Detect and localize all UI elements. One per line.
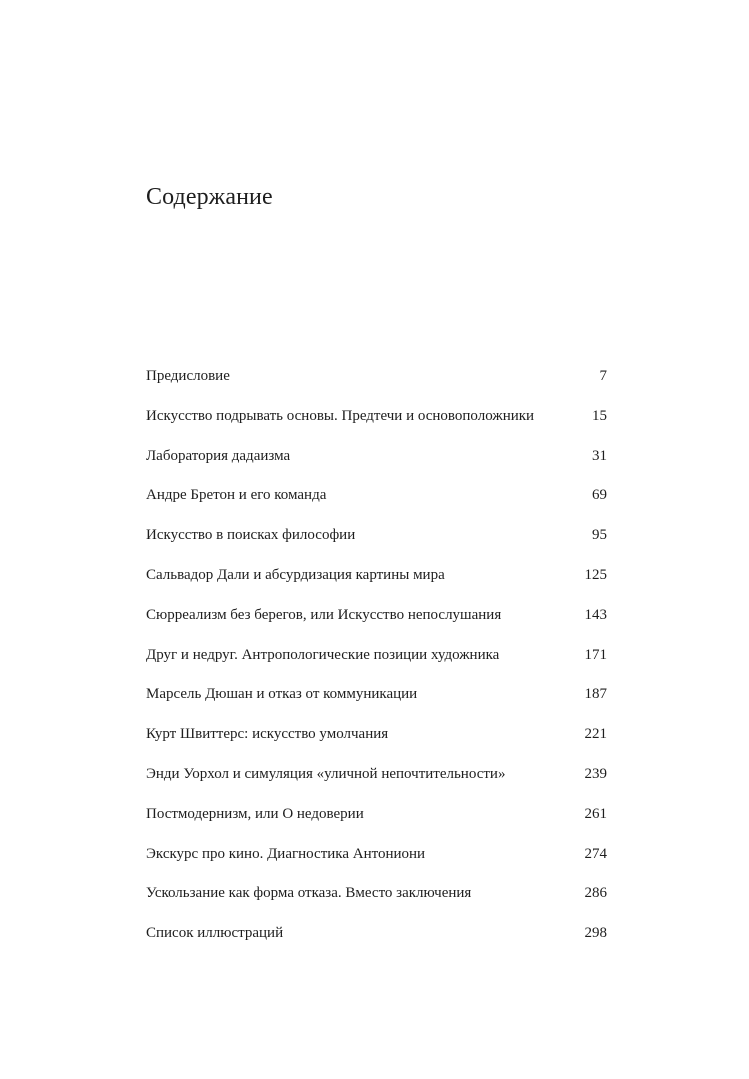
toc-entry-title: Курт Швиттерс: искусство умолчания: [146, 726, 389, 743]
toc-entry-page: 187: [584, 686, 607, 703]
toc-entry-title: Предисловие: [146, 368, 230, 384]
toc-entry-page: 125: [584, 566, 607, 583]
toc-entry: [146, 524, 607, 564]
toc-entry-title: Сюрреализм без берегов, или Искусство непослушания: [146, 606, 502, 623]
toc-entry-page: 95: [592, 527, 607, 544]
toc-entry-page: 274: [584, 845, 607, 862]
toc-entry: [146, 882, 607, 922]
toc-entry-title: Экскурс про кино. Диагностика Антониони: [146, 845, 426, 862]
toc-entry-page: 239: [584, 765, 607, 782]
toc-entry-page: 7: [599, 368, 607, 384]
toc-entry-title: Список иллюстраций: [146, 925, 284, 942]
toc-entry: [146, 644, 607, 684]
toc-entry: [146, 683, 607, 723]
toc-entry-page: 69: [592, 487, 607, 504]
toc-entry-title: Друг и недруг. Антропологические позиции художника: [146, 646, 500, 663]
toc-entry-page: 286: [584, 885, 607, 902]
toc-entry: [146, 405, 607, 445]
toc-entry: [146, 723, 607, 763]
toc-entry-page: 171: [584, 646, 607, 663]
toc-entry-title: Сальвадор Дали и абсурдизация картины мира: [146, 566, 445, 583]
toc-entry-title: Энди Уорхол и симуляция «уличной непочтительности»: [146, 765, 506, 782]
toc-entry-page: 221: [584, 726, 607, 743]
toc-entry: [146, 803, 607, 843]
toc-entry-title: Марсель Дюшан и отказ от коммуникации: [146, 686, 418, 703]
toc-entry-title: Ускользание как форма отказа. Вместо заключения: [146, 885, 472, 902]
toc-entry: [146, 484, 607, 524]
toc-entry: [146, 445, 607, 485]
toc-entry: [146, 365, 607, 405]
toc-entry: [146, 604, 607, 644]
toc-entry: [146, 922, 607, 962]
toc-entry-page: 15: [592, 407, 607, 424]
toc-entry-title: Лаборатория дадаизма: [146, 447, 291, 464]
toc-entry: [146, 763, 607, 803]
toc-entry-title: Постмодернизм, или О недоверии: [146, 805, 364, 822]
table-of-contents: [146, 365, 607, 962]
toc-entry-page: 31: [592, 447, 607, 464]
toc-entry: [146, 564, 607, 604]
toc-entry-page: 261: [584, 805, 607, 822]
toc-entry-title: Искусство в поисках философии: [146, 527, 356, 544]
toc-entry-title: Искусство подрывать основы. Предтечи и основоположники: [146, 407, 535, 424]
page-title: Содержание: [146, 184, 273, 210]
toc-entry-title: Андре Бретон и его команда: [146, 487, 327, 504]
toc-entry-page: 143: [584, 606, 607, 623]
toc-entry-page: 298: [584, 925, 607, 942]
toc-entry: [146, 843, 607, 883]
